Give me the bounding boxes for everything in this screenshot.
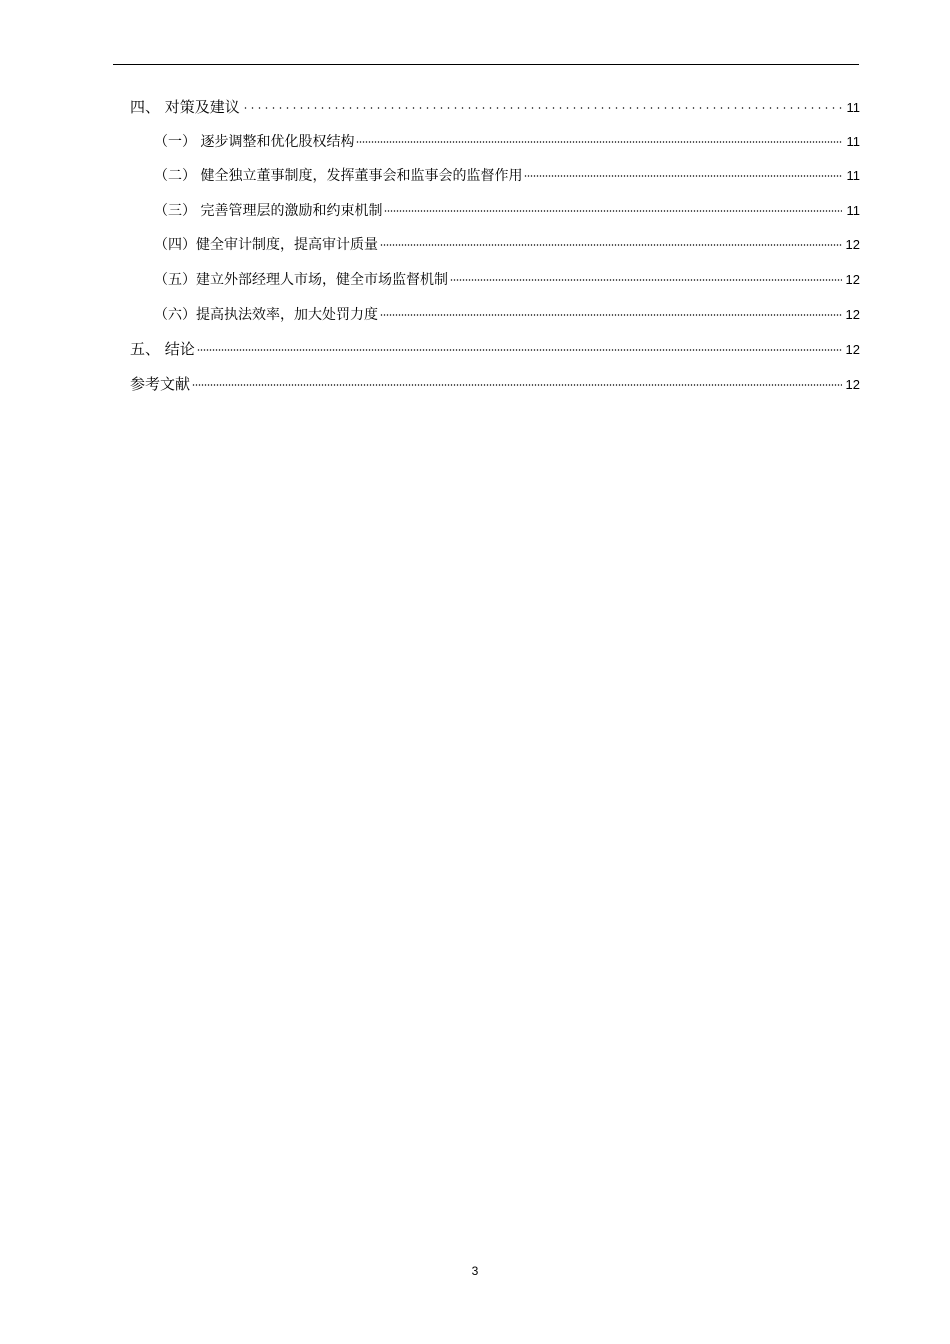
toc-entry-page: 12 — [845, 342, 860, 358]
toc-entry-title: （一） 逐步调整和优化股权结构 — [154, 133, 355, 150]
toc-entry-title: （六）提高执法效率，加大处罚力度 — [154, 306, 378, 323]
toc-entry-title: 四、 对策及建议 — [130, 98, 240, 116]
toc-entry-title: 五、 结论 — [130, 340, 195, 359]
toc-entry-management-incentives[interactable] — [130, 194, 860, 229]
toc-entry-references[interactable] — [130, 367, 860, 402]
dot-leader — [384, 210, 842, 212]
dot-leader — [192, 384, 842, 386]
toc-entry-independent-directors[interactable] — [130, 159, 860, 194]
toc-entry-page: 12 — [845, 306, 860, 322]
dot-leader — [450, 279, 842, 281]
toc-entry-equity-structure[interactable] — [130, 125, 860, 160]
header-rule — [113, 64, 859, 65]
toc-entry-countermeasures[interactable] — [130, 90, 860, 125]
toc-entry-manager-market[interactable] — [130, 263, 860, 298]
toc-entry-page: 12 — [845, 237, 860, 253]
dot-leader — [380, 314, 842, 316]
dot-leader — [197, 349, 842, 351]
toc-entry-title: 参考文献 — [130, 374, 191, 393]
toc-entry-page: 11 — [846, 168, 860, 184]
dot-leader — [524, 175, 842, 177]
dot-leader — [356, 141, 842, 143]
toc-entry-title: （五）建立外部经理人市场，健全市场监督机制 — [154, 271, 448, 288]
toc-entry-conclusion[interactable] — [130, 332, 860, 367]
toc-entry-title: （三） 完善管理层的激励和约束机制 — [154, 202, 383, 219]
table-of-contents — [130, 90, 860, 401]
page-number: 3 — [471, 1264, 479, 1278]
dot-leader — [380, 244, 842, 246]
toc-entry-audit-system[interactable] — [130, 228, 860, 263]
toc-entry-page: 12 — [845, 376, 860, 392]
toc-entry-page: 11 — [846, 202, 860, 218]
toc-entry-enforcement[interactable] — [130, 298, 860, 333]
toc-entry-page: 12 — [845, 271, 860, 287]
toc-entry-title: （二） 健全独立董事制度，发挥董事会和监事会的监督作用 — [154, 168, 523, 185]
dot-leader — [242, 107, 842, 109]
toc-entry-page: 11 — [846, 133, 860, 149]
toc-entry-page: 11 — [846, 100, 860, 115]
toc-entry-title: （四）健全审计制度，提高审计质量 — [154, 237, 378, 254]
